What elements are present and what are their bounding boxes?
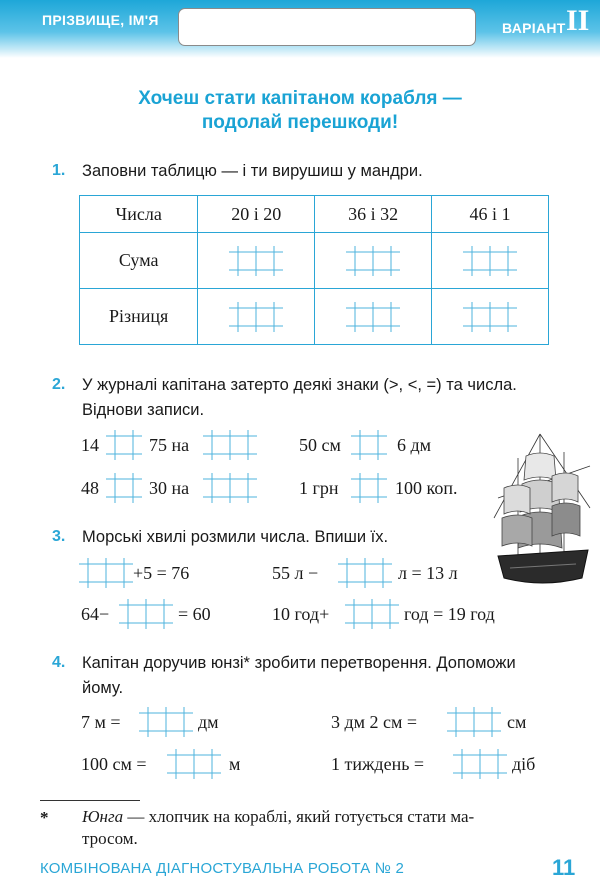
answer-grid[interactable] (79, 558, 133, 588)
q2-e2-a: 48 (81, 478, 99, 498)
footnote-divider (40, 800, 140, 801)
q2-text-line2: Віднови записи. (82, 401, 205, 419)
q3-e4-b: год = 19 год (404, 604, 495, 624)
q2-e2-b: 30 на (149, 478, 190, 498)
answer-grid[interactable] (351, 473, 387, 503)
footer-text: КОМБІНОВАНА ДІАГНОСТУВАЛЬНА РОБОТА № 2 (40, 860, 404, 877)
table-row-label: Різниця (80, 289, 198, 345)
page-title-line1: Хочеш стати капітаном корабля — (138, 88, 462, 109)
answer-grid[interactable] (346, 246, 400, 276)
sailing-ship-icon (490, 428, 596, 598)
q3-number: 3. (52, 528, 66, 545)
variant-label: ВАРІАНТ (502, 20, 566, 36)
page-title-line2: подолай перешкоди! (201, 112, 399, 133)
answer-grid[interactable] (229, 246, 283, 276)
table-row-label: Сума (80, 233, 198, 289)
footnote-text (82, 806, 562, 828)
answer-grid[interactable] (119, 599, 173, 629)
page-number: 11 (552, 855, 576, 880)
q3-e4-a: 10 год+ (272, 604, 330, 624)
q2-number: 2. (52, 376, 66, 393)
answer-grid[interactable] (106, 430, 142, 460)
q2-e1-a: 14 (81, 435, 99, 455)
q3-text: Морські хвилі розмили числа. Впиши їх. (82, 528, 389, 546)
answer-grid[interactable] (463, 302, 517, 332)
answer-grid[interactable] (167, 749, 221, 779)
q4-e1-b: дм (198, 712, 219, 732)
answer-grid[interactable] (203, 473, 257, 503)
variant-number: II (566, 4, 590, 37)
table-header-cell: 20 і 20 (198, 196, 315, 233)
q4-e4-a: 1 тиждень = (331, 754, 425, 774)
answer-grid[interactable] (203, 430, 257, 460)
q4-e2-a: 100 см = (81, 754, 147, 774)
q3-e3-a: 55 л − (272, 563, 319, 583)
table-header-cell: 46 і 1 (432, 196, 549, 233)
q3-e1-b: +5 = 76 (133, 563, 190, 583)
answer-grid[interactable] (345, 599, 399, 629)
q1-number: 1. (52, 162, 66, 179)
answer-grid[interactable] (346, 302, 400, 332)
q3-e2-b: = 60 (178, 604, 211, 624)
footnote-line1: — хлопчик на кораблі, який готується стати ма- (123, 807, 475, 826)
q2-e3-a: 50 см (299, 435, 341, 455)
answer-grid[interactable] (106, 473, 142, 503)
footnote-line2: тросом. (82, 829, 138, 848)
q3-e2-a: 64− (81, 604, 110, 624)
answer-grid[interactable] (338, 558, 392, 588)
answer-grid[interactable] (351, 430, 387, 460)
name-input-box[interactable] (178, 8, 476, 46)
q2-e4-b: 100 коп. (395, 478, 458, 498)
answer-grid[interactable] (447, 707, 501, 737)
answer-grid[interactable] (463, 246, 517, 276)
footnote-star: * (40, 808, 49, 827)
q3-e3-b: л = 13 л (398, 563, 458, 583)
q4-e1-a: 7 м = (81, 712, 121, 732)
answer-grid[interactable] (229, 302, 283, 332)
name-label: ПРІЗВИЩЕ, ІМ'Я (42, 12, 159, 28)
q2-e4-a: 1 грн (299, 478, 339, 498)
q4-text-line1: Капітан доручив юнзі* зробити перетворення. Допоможи (82, 654, 516, 672)
q2-e1-b: 75 на (149, 435, 190, 455)
q4-number: 4. (52, 654, 66, 671)
q4-e3-b: см (507, 712, 527, 732)
q2-text-line1: У журналі капітана затерто деякі знаки (>, <, =) та числа. (82, 376, 517, 394)
q4-e4-b: діб (512, 754, 536, 774)
footnote-term: Юнга (82, 807, 124, 826)
q4-text-line2: йому. (82, 679, 124, 697)
table-header-cell: 36 і 32 (315, 196, 432, 233)
answer-grid[interactable] (453, 749, 507, 779)
q4-e2-b: м (229, 754, 241, 774)
q1-text: Заповни таблицю — і ти вирушиш у мандри. (82, 162, 423, 180)
q2-e3-b: 6 дм (397, 435, 432, 455)
table-header-cell: Числа (80, 196, 198, 233)
q4-e3-a: 3 дм 2 см = (331, 712, 418, 732)
answer-grid[interactable] (139, 707, 193, 737)
